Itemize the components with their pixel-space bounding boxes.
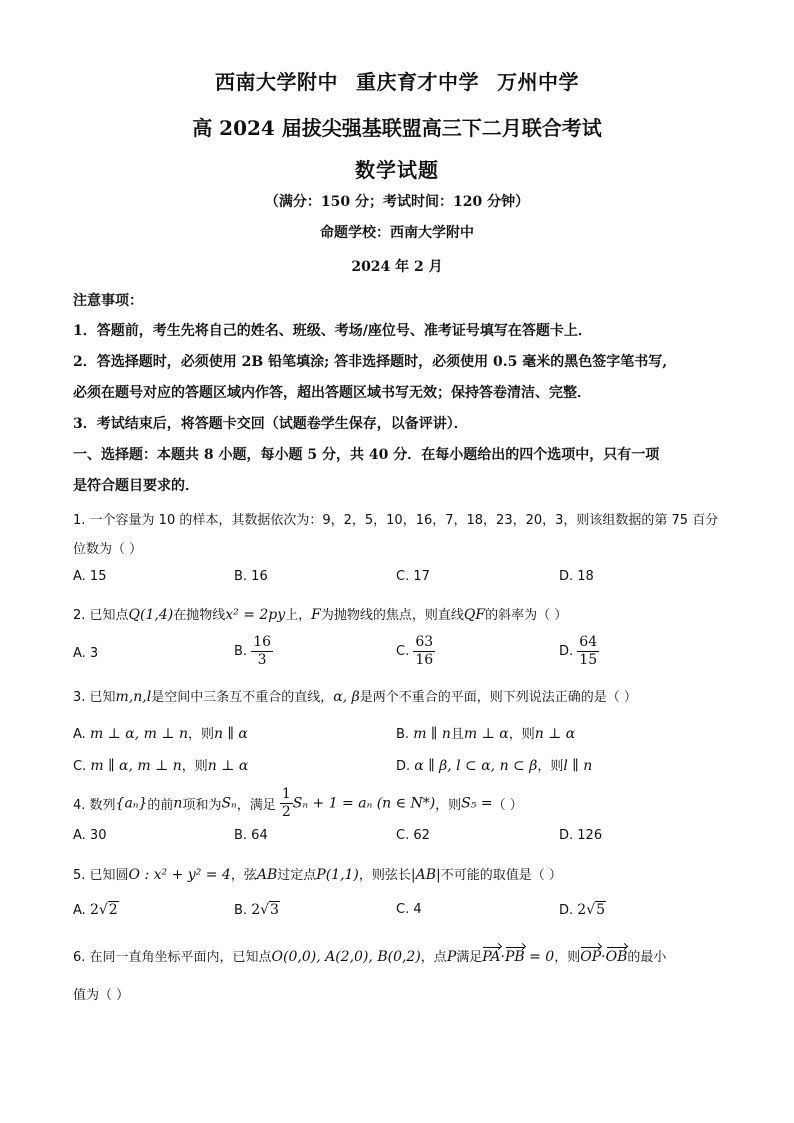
q1-stem-line-2: 位数为（ ）: [73, 542, 143, 557]
q2-option-b: B. $\frac{16}{3}$: [234, 634, 272, 668]
q5-option-b-sqrt: 2√3: [251, 902, 279, 918]
section-1-line-2: 是符合题目要求的．: [73, 478, 199, 494]
q4-option-a: A. 30: [73, 828, 107, 843]
q3-option-d: D. α ∥ β, l ⊂ α, n ⊂ β，则l ∥ n: [396, 758, 593, 774]
setter-school: 命题学校：西南大学附中: [320, 225, 474, 241]
q1-option-b: B. 16: [234, 569, 268, 584]
q3-option-c: C. m ∥ α, m ⊥ n，则n ⊥ α: [73, 758, 249, 774]
notice-item-2-line-1: 2．答选择题时，必须使用 2B 铅笔填涂; 答非选择题时，必须使用 0.5 毫米的黑色签字笔书写,: [73, 354, 668, 370]
vector-ob: OB: [605, 949, 628, 965]
q6-stem-line-1: 6. 在同一直角坐标平面内，已知点O(0,0), A(2,0), B(0,2)，点P满足PA·PB = 0，则OP·OB的最小: [73, 949, 667, 965]
exam-title: 高 2024 届拔尖强基联盟高三下二月联合考试: [192, 116, 602, 140]
q1-stem-line-1: 1. 一个容量为 10 的样本，其数据依次为：9，2，5，10，16，7，18，23，20，3，则该组数据的第 75 百分: [73, 513, 719, 528]
q1-option-d: D. 18: [559, 569, 594, 584]
q1-option-c: C. 17: [396, 569, 430, 584]
school-names: [0, 66, 794, 95]
q5-option-b: B. 2√3: [234, 902, 279, 918]
q1-option-a: A. 15: [73, 569, 107, 584]
exam-info: （满分：150 分；考试时间：120 分钟）: [264, 194, 530, 210]
school-3: 万州中学: [497, 70, 579, 94]
q5-option-a: A. 2√2: [73, 902, 118, 918]
q4-stem: 4. 数列{aₙ}的前n项和为Sₙ，满足 $\frac{1}{2}$ Sₙ + 1 = aₙ (n ∈ N*)，则S₅ =（ ）: [73, 786, 523, 820]
q2-option-d: D. $\frac{64}{15}$: [559, 634, 598, 668]
q4-option-d: D. 126: [559, 828, 603, 843]
vector-pb: PB: [504, 949, 525, 965]
school-2: 重庆育才中学: [356, 70, 479, 94]
vector-op: OP: [580, 949, 602, 965]
q2-option-c: C. $\frac{63}{16}$: [396, 634, 434, 668]
q2-option-d-fraction: $\frac{64}{15}$: [579, 634, 598, 668]
q5-option-c: C. 4: [396, 902, 422, 917]
notice-item-2-line-2: 必须在题号对应的答题区域内作答，超出答题区域书写无效；保持答卷清洁、完整．: [73, 385, 591, 401]
q2-parabola: x² = 2py: [225, 607, 286, 623]
q6-stem-line-2: 值为（ ）: [73, 988, 130, 1003]
notice-item-3: 3．考试结束后，将答题卡交回（试题卷学生保存，以备评讲）．: [73, 416, 468, 432]
q5-option-d-sqrt: 2√5: [577, 902, 606, 918]
q5-option-a-sqrt: 2√2: [89, 902, 118, 918]
q2-option-c-fraction: $\frac{63}{16}$: [415, 634, 434, 668]
q4-fraction-half: $\frac{1}{2}$: [281, 786, 291, 820]
vector-pa: PA: [482, 949, 501, 965]
section-1-line-1: 一、选择题：本题共 8 小题，每小题 5 分，共 40 分．在每小题给出的四个选项中，只有一项: [73, 447, 660, 463]
school-1: 西南大学附中: [215, 70, 338, 94]
notice-item-1: 1．答题前，考生先将自己的姓名、班级、考场/座位号、准考证号填写在答题卡上．: [73, 323, 592, 339]
q5-stem: 5. 已知圆O : x² + y² = 4，弦AB过定点P(1,1)，则弦长|AB|不可能的取值是（ ）: [73, 867, 562, 883]
subject-title: 数学试题: [355, 158, 439, 182]
exam-date: 2024 年 2 月: [351, 259, 443, 275]
q5-option-d: D. 2√5: [559, 902, 606, 918]
q2-option-a: A. 3: [73, 646, 99, 661]
q3-option-b: B. m ∥ n且m ⊥ α，则n ⊥ α: [396, 726, 576, 742]
q2-stem: 2. 已知点Q(1,4)在抛物线x² = 2py上，F为抛物线的焦点，则直线QF的斜率为（ ）: [73, 607, 568, 623]
q2-point-q: Q(1,4): [128, 607, 174, 623]
q2-option-b-fraction: $\frac{16}{3}$: [253, 634, 272, 668]
q3-option-a: A. m ⊥ α, m ⊥ n，则n ∥ α: [73, 726, 248, 742]
notice-heading: 注意事项：: [73, 293, 143, 309]
q4-option-b: B. 64: [234, 828, 268, 843]
q3-stem: 3. 已知m,n,l是空间中三条互不重合的直线，α, β是两个不重合的平面，则下列说法正确的是（ ）: [73, 689, 637, 705]
q4-option-c: C. 62: [396, 828, 430, 843]
